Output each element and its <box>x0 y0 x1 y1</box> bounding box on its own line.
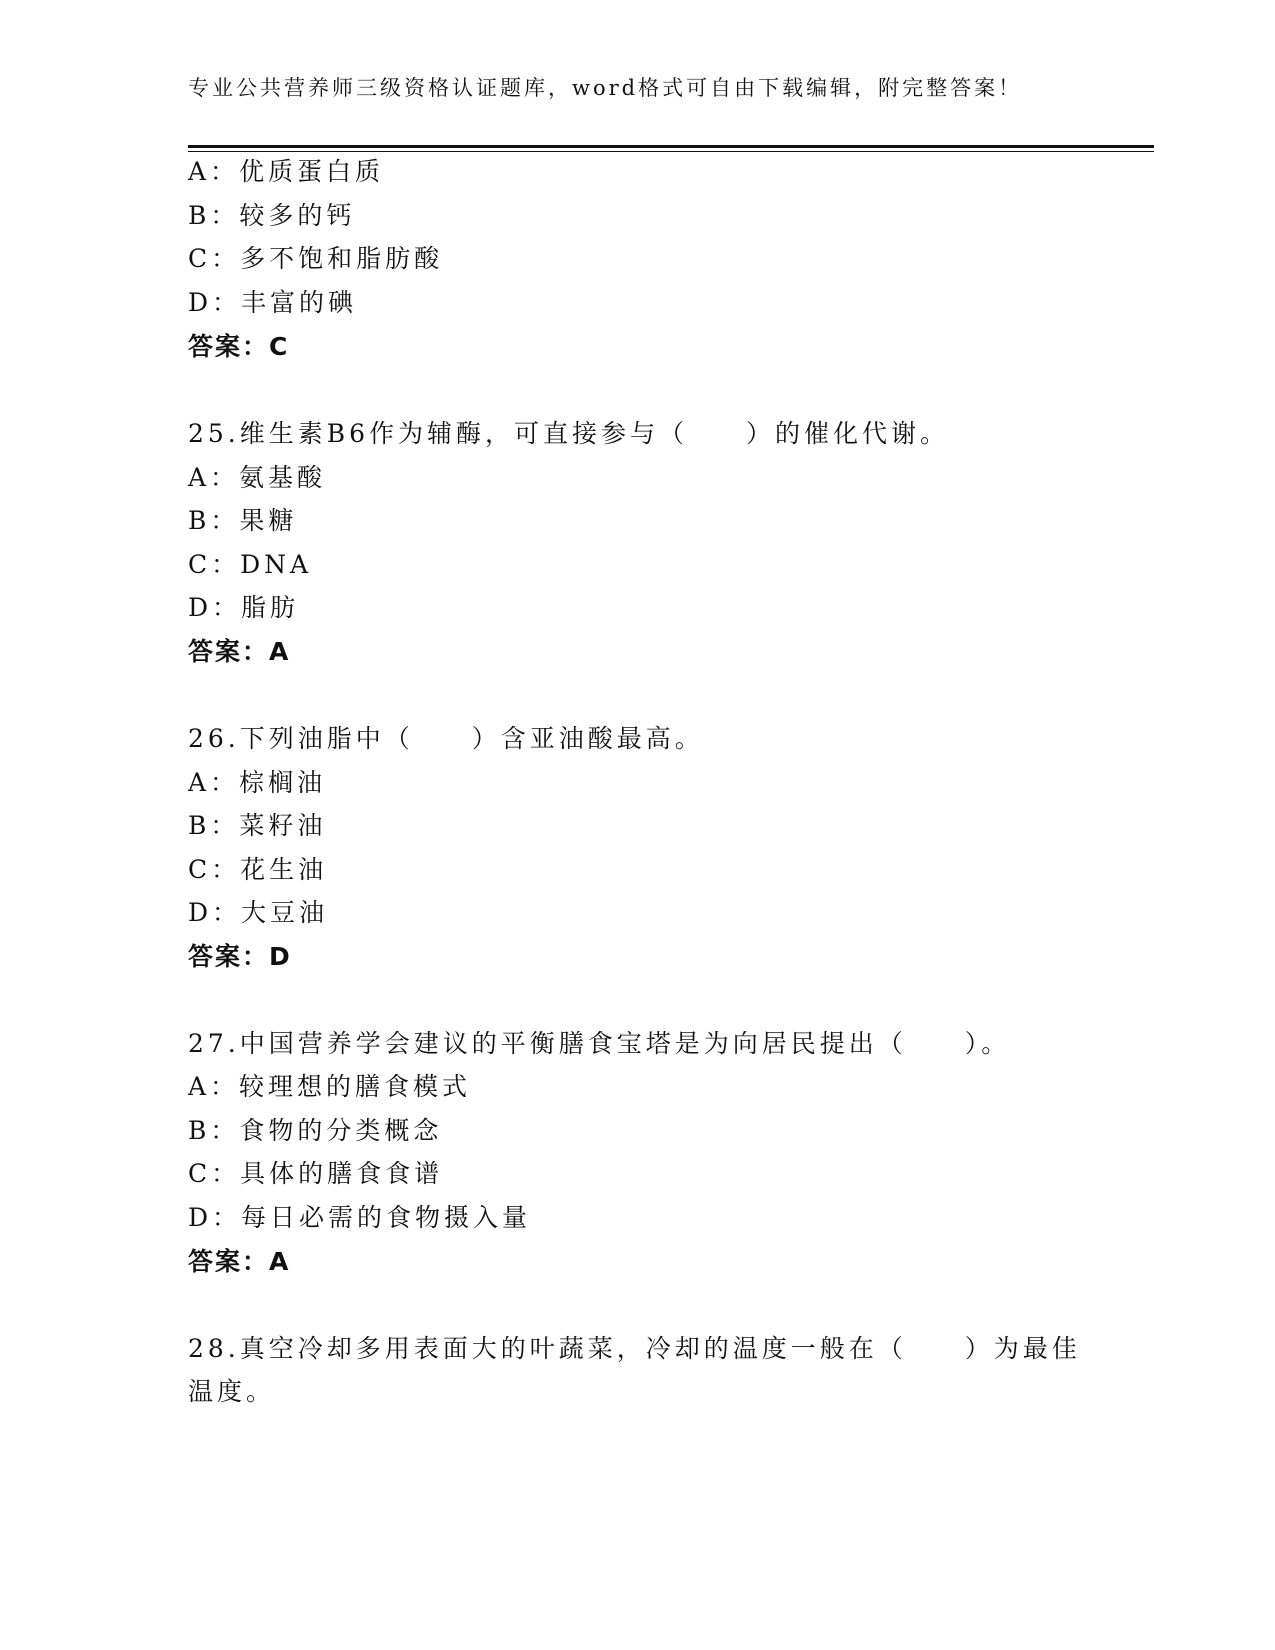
q26-option-c: C：花生油 <box>188 855 328 884</box>
q24-option-d: D：丰富的碘 <box>188 288 358 317</box>
q26-answer: 答案：D <box>188 942 292 971</box>
q26-option-d: D：大豆油 <box>188 898 329 927</box>
q26-option-b: B：菜籽油 <box>188 811 327 840</box>
q27-question: 27.中国营养学会建议的平衡膳食宝塔是为向居民提出（ ）。 <box>188 1029 1011 1058</box>
q24-answer: 答案：C <box>188 332 290 361</box>
q26-question: 26.下列油脂中（ ）含亚油酸最高。 <box>188 724 704 753</box>
q26-option-a: A：棕榈油 <box>188 768 327 797</box>
header-rule-thick <box>188 145 1154 148</box>
q25-question: 25.维生素B6作为辅酶，可直接参与（ ）的催化代谢。 <box>188 419 950 448</box>
q24-option-b: B：较多的钙 <box>188 201 356 230</box>
page-header: 专业公共营养师三级资格认证题库，word格式可自由下载编辑，附完整答案！ <box>188 76 1023 100</box>
q25-option-a: A：氨基酸 <box>188 463 327 492</box>
q25-option-d: D：脂肪 <box>188 593 300 622</box>
q27-option-c: C：具体的膳食食谱 <box>188 1159 444 1188</box>
q27-option-b: B：食物的分类概念 <box>188 1116 443 1145</box>
q27-option-d: D：每日必需的食物摄入量 <box>188 1203 532 1232</box>
q28-question-line1: 28.真空冷却多用表面大的叶蔬菜，冷却的温度一般在（ ）为最佳 <box>188 1334 1081 1363</box>
q25-option-b: B：果糖 <box>188 506 298 535</box>
header-rule-thin <box>188 151 1154 152</box>
q24-option-c: C：多不饱和脂肪酸 <box>188 244 444 273</box>
q27-option-a: A：较理想的膳食模式 <box>188 1072 472 1101</box>
q27-answer: 答案：A <box>188 1247 291 1276</box>
q24-option-a: A：优质蛋白质 <box>188 157 385 186</box>
q25-option-c: C：DNA <box>188 550 313 579</box>
q25-answer: 答案：A <box>188 637 291 666</box>
q28-question-line2: 温度。 <box>188 1377 276 1406</box>
